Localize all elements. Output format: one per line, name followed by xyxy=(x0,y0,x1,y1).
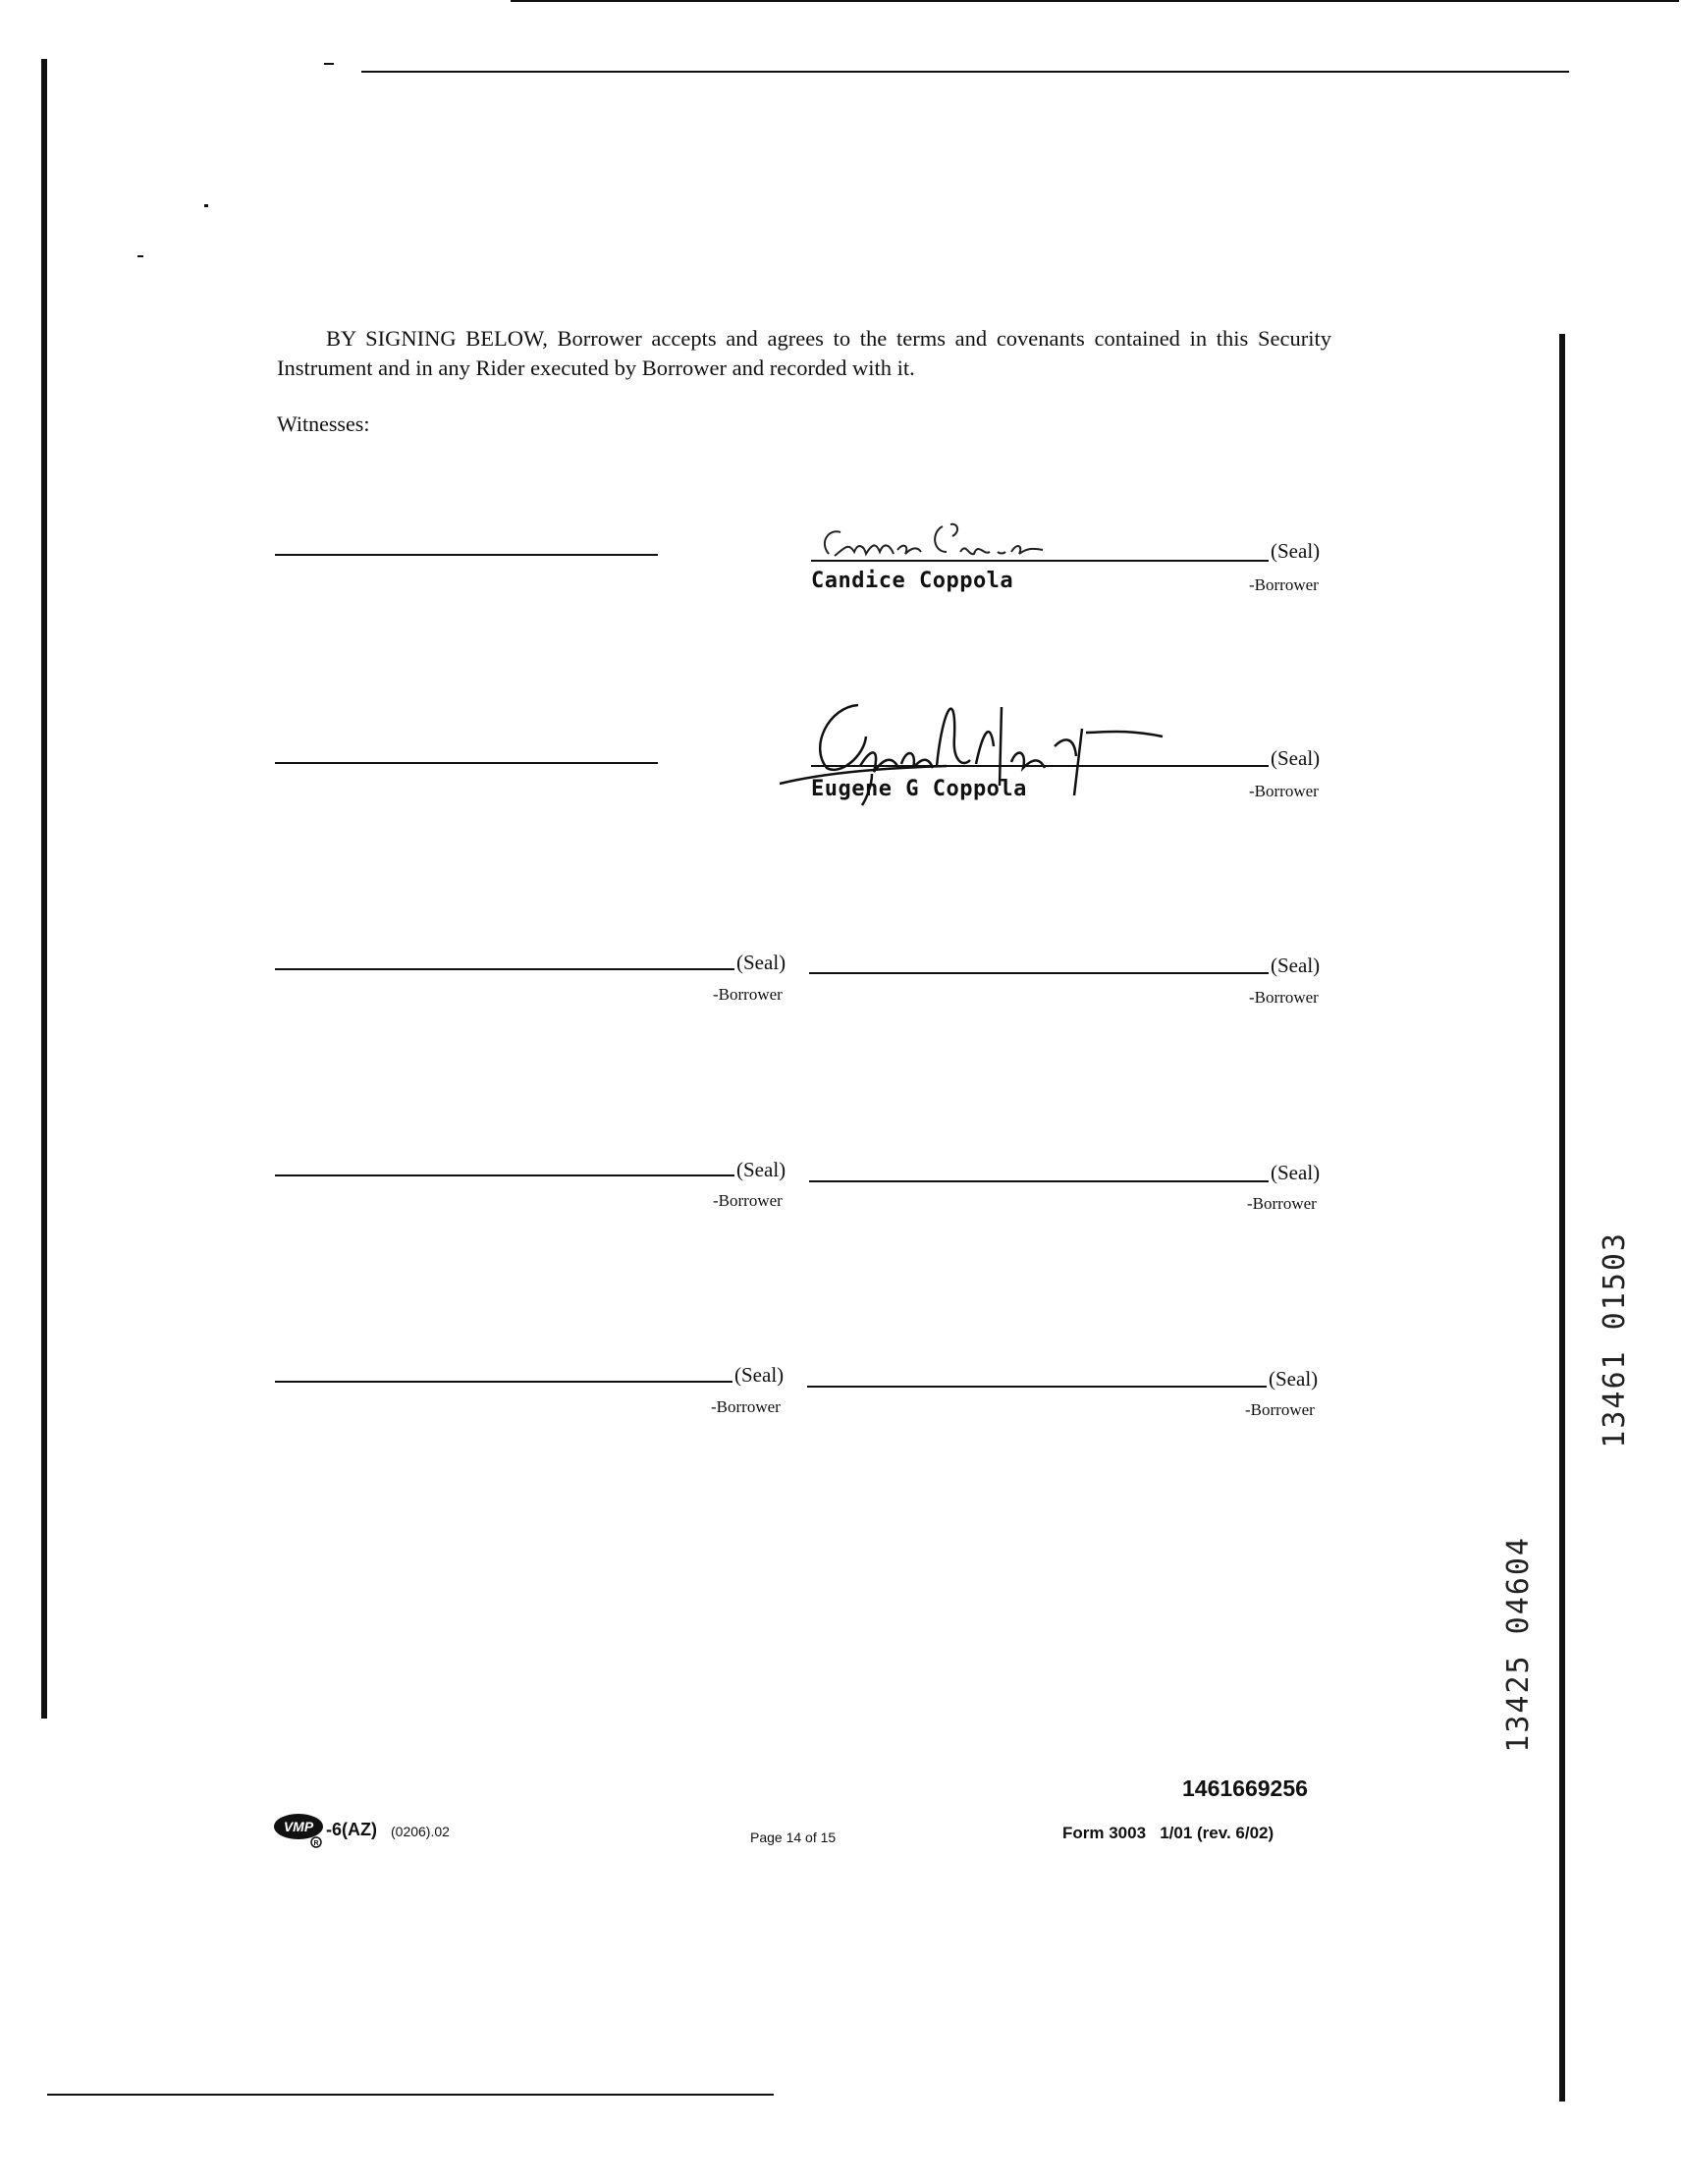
signature-line-4-left xyxy=(275,1174,734,1176)
agreement-heading: BY SIGNING BELOW, xyxy=(326,326,548,351)
borrower-label: -Borrower xyxy=(1249,575,1319,594)
recording-stamp-2: 13425 04604 xyxy=(1501,1536,1536,1753)
scan-border-bottom xyxy=(47,2094,774,2096)
borrower-label: -Borrower xyxy=(1249,988,1319,1007)
seal-label: (Seal) xyxy=(1271,954,1321,977)
vmp-logo-text: VMP xyxy=(283,1819,314,1834)
scan-border-top xyxy=(511,0,1679,2)
signature-candice-coppola xyxy=(815,513,1110,572)
form-label: Form 3003 1/01 (rev. 6/02) xyxy=(1062,1824,1274,1842)
witness-line-2 xyxy=(275,762,658,764)
signature-line-3-left xyxy=(275,968,734,970)
seal-label: (Seal) xyxy=(1269,1367,1319,1391)
borrower-label: -Borrower xyxy=(713,985,783,1004)
scan-border-top-rule xyxy=(361,71,1569,73)
borrower-label: -Borrower xyxy=(711,1397,781,1416)
borrower-label: -Borrower xyxy=(1247,1194,1317,1213)
scan-dot xyxy=(137,255,143,257)
vmp-logo xyxy=(273,1813,324,1847)
scan-dot xyxy=(324,63,334,65)
witness-line-1 xyxy=(275,554,658,556)
seal-label: (Seal) xyxy=(1271,746,1321,770)
borrower-label: -Borrower xyxy=(1245,1400,1315,1419)
seal-label: (Seal) xyxy=(736,951,786,974)
seal-label: (Seal) xyxy=(736,1158,786,1181)
recording-stamp-1: 13461 01503 xyxy=(1598,1231,1632,1448)
form-version: (0206).02 xyxy=(391,1824,450,1839)
svg-text:R: R xyxy=(313,1840,319,1847)
seal-label: (Seal) xyxy=(1271,539,1321,563)
seal-label: (Seal) xyxy=(1271,1161,1321,1184)
signature-line-2 xyxy=(811,765,1269,767)
agreement-text: Borrower accepts and agrees to the terms and covenants contained in this Security Instrument and in any Rider executed by Borrower and recorded with it. xyxy=(277,326,1331,380)
signature-line-1 xyxy=(811,560,1269,562)
form-code: -6(AZ) xyxy=(326,1820,377,1839)
signature-line-3-right xyxy=(809,972,1269,974)
borrower-label: -Borrower xyxy=(713,1191,783,1210)
signature-line-4-right xyxy=(809,1180,1269,1182)
signer-name-2: Eugene G Coppola xyxy=(811,777,1027,801)
signature-line-5-left xyxy=(275,1381,732,1383)
signature-line-5-right xyxy=(807,1386,1267,1388)
scan-border-left xyxy=(41,59,47,1719)
scan-dot xyxy=(204,204,208,207)
loan-number: 1461669256 xyxy=(1182,1775,1308,1801)
scan-border-right xyxy=(1559,334,1565,2102)
seal-label: (Seal) xyxy=(734,1363,785,1387)
signer-name-1: Candice Coppola xyxy=(811,569,1014,593)
page-label: Page 14 of 15 xyxy=(750,1829,837,1845)
witnesses-label: Witnesses: xyxy=(277,411,370,436)
agreement-paragraph xyxy=(277,324,1331,383)
borrower-label: -Borrower xyxy=(1249,782,1319,800)
